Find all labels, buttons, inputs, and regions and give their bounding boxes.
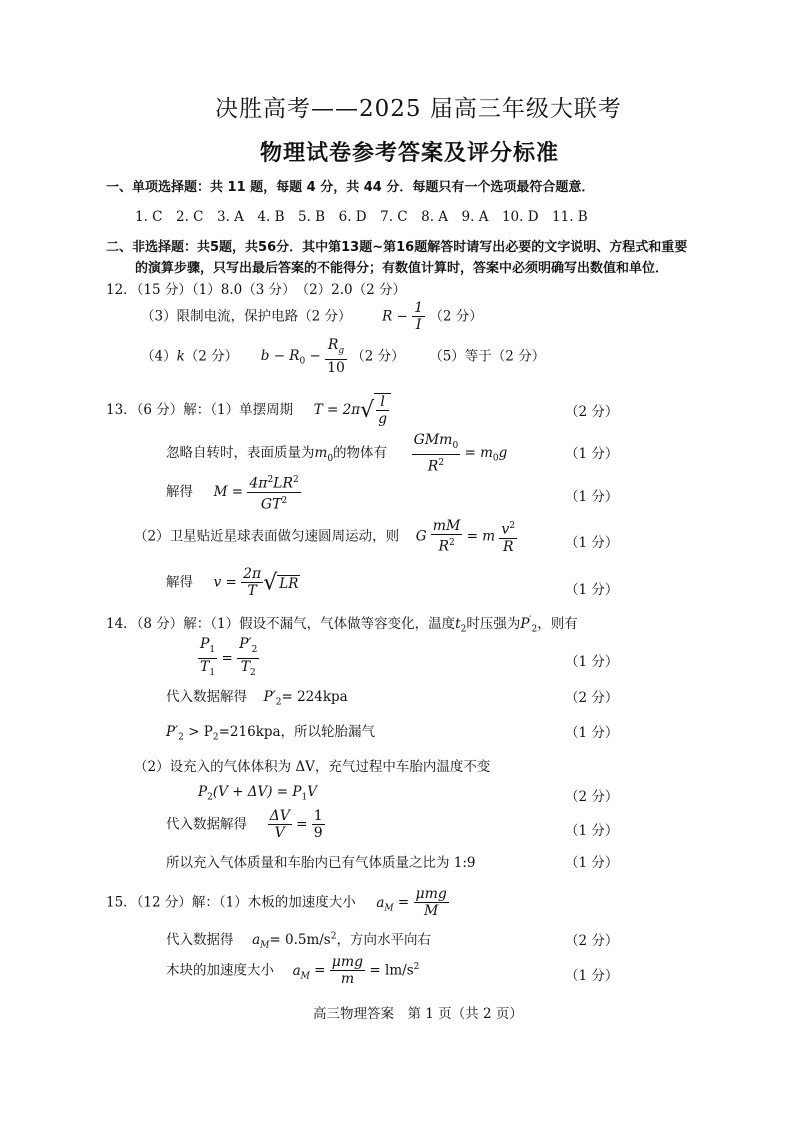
q13-mass-fraction: $\frac{4\pi^2LR^2}{GT^2}$	[249, 475, 299, 513]
q15-score3: （1 分）	[565, 968, 619, 984]
q13-period-fraction: $\frac{l}{g}$	[378, 394, 388, 427]
q14-line3: $P'_2 > P_2=216kpa$，所以轮胎漏气	[166, 724, 376, 743]
exam-title: 决胜高考——2025 届高三年级大联考	[215, 96, 622, 122]
q13-orbit-fraction2: $\frac{v^2}{R}$	[501, 521, 516, 555]
q14-score2: （2 分）	[565, 690, 619, 706]
sqrt-icon: √	[360, 398, 375, 423]
q12-line1: 12．（15 分）（1）8.0（3 分） （2）2.0（2 分）	[106, 282, 407, 298]
part2-heading-line1: 二、非选择题：共5题，共56分．其中第13题~第16题解答时请写出必要的文字说明、方程式和重要	[106, 240, 688, 255]
q13-score1: （2 分）	[565, 404, 619, 420]
q13-gravity-rhs: = $m_0g$	[464, 445, 508, 464]
q13-score2: （1 分）	[565, 446, 619, 462]
q14-head: 14．（8 分）解：（1）假设不漏气，气体做等容变化，温度$t_2$时压强为$P'_2$，则有	[106, 615, 578, 635]
q12-part4-expr-score: （2 分）	[351, 348, 405, 365]
q13-line1	[106, 393, 391, 428]
part1-heading: 一、单项选择题：共 11 题，每题 4 分，共 44 分．每题只有一个选项最符合题意．	[106, 180, 595, 195]
q12-part4-fraction: $\frac{R_g}{10}$	[327, 337, 345, 376]
q13-score3: （1 分）	[565, 489, 619, 505]
q12-line2	[141, 300, 483, 334]
q14-score7: （1 分）	[565, 855, 619, 871]
q14-line5: $P_2(V + \Delta V) = P_1V$	[198, 784, 317, 803]
q13-line4: （2）卫星贴近星球表面做匀速圆周运动，则 G $\frac{mM}{R^2}$ = m $\frac{v^2}{R}$	[134, 518, 516, 555]
q14-score6: （1 分）	[565, 823, 619, 839]
q15-head: 15．（12 分）解：（1）木板的加速度大小 $a_M$ = $\frac{\text{μmg}}{M}$	[106, 886, 447, 919]
q12-part4-expr: $b - R_0$ −	[260, 348, 321, 368]
q15-block-accel-fraction: $\frac{\text{μmg}}{m}$	[331, 954, 364, 987]
q15-line3: 木块的加速度大小 $a_M$ = $\frac{\text{μmg}}{m}$ = $lm/s^2$	[166, 954, 420, 987]
q14-ratio-fraction1: $\frac{P_1}{T_1}$	[198, 636, 217, 682]
q15-line2: 代入数据得 $a_M= 0.5m/s^2$，方向水平向右	[166, 931, 431, 951]
q13-line2: 忽略自转时，表面质量为$m_0$的物体有 $\frac{GMm_0}{R^2}$ = $m_0g$	[166, 432, 508, 475]
q12-line3	[141, 337, 545, 377]
page-footer: 高三物理答案 第 1 页（共 2 页）	[313, 1006, 523, 1022]
q14-line1: $\frac{P_1}{T_1}$ = $\frac{P'_2}{T_2}$	[198, 636, 259, 682]
q14-volume-fraction2: $\frac{1}{9}$	[313, 808, 323, 841]
q14-score3: （1 分）	[565, 725, 619, 741]
q13-score5: （1 分）	[565, 582, 619, 598]
q13-line5: 解得 v = $\frac{2\pi}{T}$ √ LR	[166, 566, 299, 599]
q13-score4: （1 分）	[565, 535, 619, 551]
sqrt-icon: √	[263, 570, 278, 596]
answer-key-title: 物理试卷参考答案及评分标准	[260, 141, 560, 166]
q13-line3: 解得 M = $\frac{4\pi^2LR^2}{GT^2}$	[166, 472, 301, 513]
q13-velocity-fraction: $\frac{2\pi}{T}$	[243, 566, 262, 599]
q12-part4-k-score: （2 分）	[184, 348, 239, 365]
q14-line4: （2）设充入的气体体积为 ΔV，充气过程中车胎内温度不变	[134, 759, 491, 775]
q14-ratio-fraction2: $\frac{P'_2}{T_2}$	[237, 636, 259, 682]
q14-score1: （1 分）	[565, 654, 619, 670]
q13-period-expr: T = 2π	[313, 402, 361, 418]
part2-heading-line2: 的演算步骤，只写出最后答案的不能得分；有数值计算时，答案中必须明确写出数值和单位．	[135, 261, 669, 276]
q14-volume-fraction1: $\frac{\Delta V}{V}$	[269, 808, 290, 841]
q12-part3-text: （3）限制电流，保护电路（2 分）	[141, 308, 352, 325]
q13-orbit-fraction1: $\frac{mM}{R^2}$	[432, 518, 461, 555]
q15-board-accel-fraction: $\frac{\text{μmg}}{M}$	[415, 886, 447, 919]
q15-score2: （2 分）	[565, 933, 619, 949]
q13-gravity-fraction: $\frac{GMm_0}{R^2}$	[413, 432, 459, 475]
q12-part5: （5）等于（2 分）	[429, 348, 546, 365]
q13-head: 13．（6 分）解：（1）单摆周期	[106, 402, 294, 418]
q12-part3-expr: R −	[382, 308, 408, 325]
q12-part3-expr-score: （2 分）	[429, 308, 483, 325]
q14-line6: 代入数据解得 $\frac{\Delta V}{V}$ = $\frac{1}{9}$	[166, 808, 323, 841]
q14-line2: 代入数据解得 $P'_2= 224kpa$	[166, 689, 348, 708]
q14-line7: 所以充入气体质量和车胎内已有气体质量之比为 1:9	[166, 855, 476, 871]
q12-part4-label: （4）	[141, 348, 177, 365]
q14-score5: （2 分）	[565, 789, 619, 805]
q12-part3-fraction: $\frac{1}{I}$	[414, 300, 424, 333]
q12-part4-k: k	[176, 348, 185, 365]
part1-answers: 1. C 2. C 3. A 4. B 5. B 6. D 7. C 8. A 9. A 10. D 11. B	[135, 209, 588, 225]
